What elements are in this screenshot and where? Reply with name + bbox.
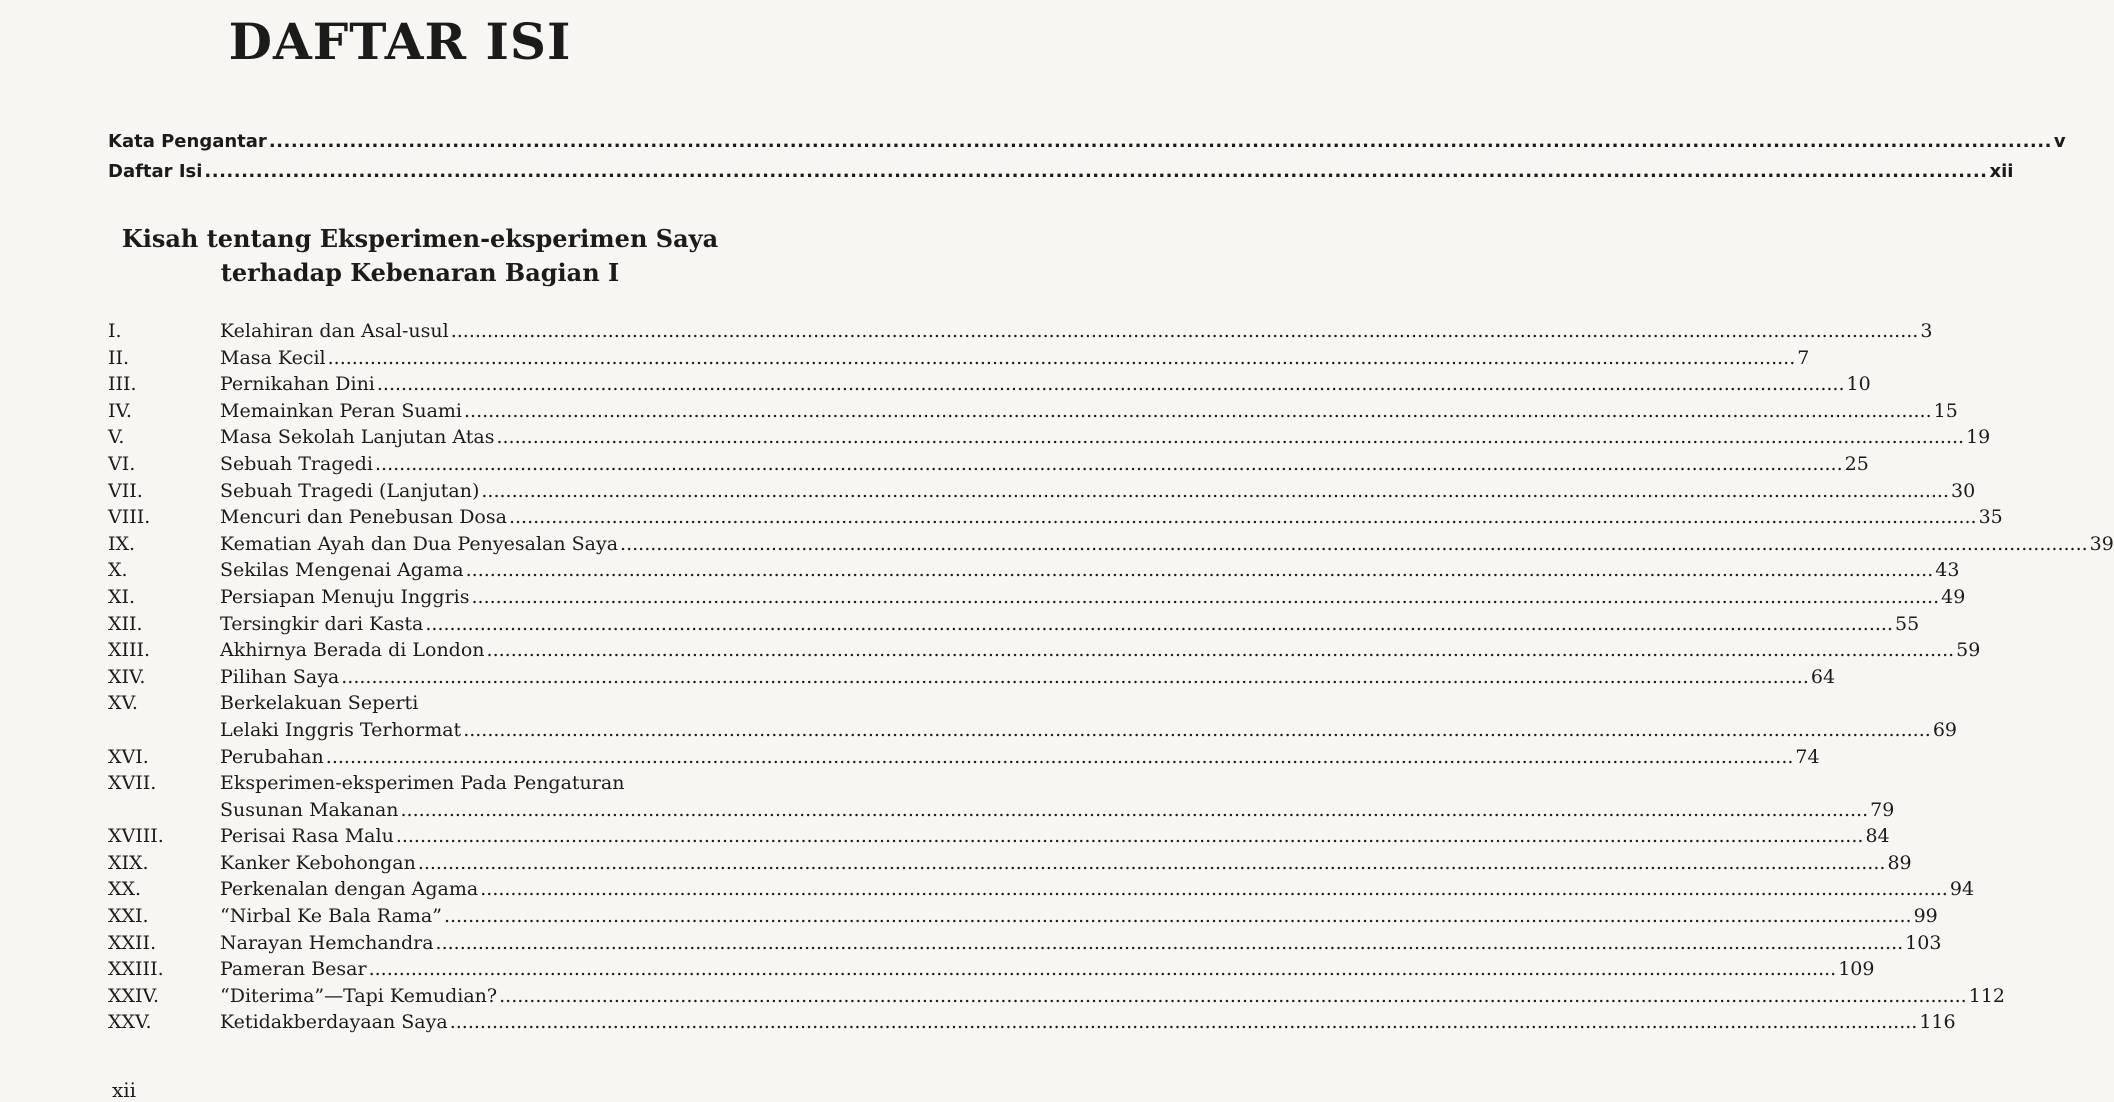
chapter-title: Perisai Rasa Malu: [220, 825, 394, 848]
dot-leader: [464, 398, 1932, 425]
chapter-number: XXIII.: [108, 958, 164, 981]
dot-leader: [481, 478, 1949, 505]
chapter-title: Perubahan: [220, 745, 324, 768]
chapter-title: “Nirbal Ke Bala Rama”: [220, 905, 442, 928]
toc-entry: [108, 1009, 1956, 1036]
chapter-title: Perkenalan dengan Agama: [220, 878, 479, 901]
chapter-page: 99: [1913, 905, 1938, 928]
chapter-title: Memainkan Peran Suami: [220, 399, 463, 422]
chapter-page: 79: [1870, 798, 1895, 821]
chapter-page: 109: [1838, 958, 1875, 981]
front-matter-row: [108, 161, 2014, 191]
dot-leader: [509, 504, 1977, 531]
chapter-page: 25: [1844, 452, 1869, 475]
front-matter-title: Daftar Isi: [108, 161, 203, 182]
dot-leader: [204, 161, 1987, 182]
chapter-title: Masa Sekolah Lanjutan Atas: [220, 426, 495, 449]
toc-entry: [108, 983, 2005, 1010]
chapter-number: XIII.: [108, 639, 151, 662]
chapter-number: XVI.: [108, 745, 149, 768]
chapter-number: X.: [108, 559, 128, 582]
dot-leader: [341, 664, 1809, 691]
toc-entry: [108, 478, 1976, 505]
page-folio: xii: [112, 1078, 137, 1102]
dot-leader: [450, 1009, 1918, 1036]
toc-entry: [108, 531, 2114, 558]
chapter-title: Susunan Makanan: [220, 798, 399, 821]
dot-leader: [487, 637, 1955, 664]
chapter-page: 10: [1846, 373, 1871, 396]
toc-entry: [108, 318, 1933, 345]
toc-entry: [108, 451, 1869, 478]
dot-leader: [401, 797, 1869, 824]
dot-leader: [466, 557, 1934, 584]
dot-leader: [326, 744, 1794, 771]
chapter-number: VIII.: [108, 506, 151, 529]
toc-entry: [108, 584, 1966, 611]
chapter-title: Akhirnya Berada di London: [220, 639, 485, 662]
part-heading: [80, 222, 760, 290]
dot-leader: [451, 318, 1919, 345]
toc-entry: [108, 690, 1957, 743]
chapter-number: XV.: [108, 692, 138, 715]
dot-leader: [377, 371, 1845, 398]
chapter-page: 116: [1919, 1011, 1956, 1034]
chapter-title: Berkelakuan Seperti: [220, 692, 419, 715]
chapter-number: XVII.: [108, 772, 157, 795]
chapter-title: “Diterima”—Tapi Kemudian?: [220, 984, 498, 1007]
dot-leader: [496, 424, 1964, 451]
dot-leader: [328, 345, 1796, 372]
chapter-list: [108, 318, 2114, 1036]
chapter-number: XXIV.: [108, 984, 159, 1007]
toc-entry: [108, 876, 1975, 903]
front-matter-list: [108, 131, 2066, 191]
dot-leader: [396, 823, 1864, 850]
chapter-page: 84: [1865, 825, 1890, 848]
chapter-number: IV.: [108, 399, 132, 422]
toc-entry: [108, 398, 1958, 425]
toc-entry: [108, 823, 1890, 850]
chapter-page: 35: [1978, 506, 2003, 529]
part-heading-line: terhadap Kebenaran Bagian I: [220, 258, 620, 287]
toc-entry: [108, 557, 1960, 584]
chapter-title: Narayan Hemchandra: [220, 931, 434, 954]
chapter-number: VI.: [108, 452, 136, 475]
toc-entry: [108, 903, 1938, 930]
chapter-page: 15: [1933, 399, 1958, 422]
dot-leader: [499, 983, 1967, 1010]
toc-entry: [108, 956, 1875, 983]
chapter-title: Kanker Kebohongan: [220, 851, 416, 874]
front-matter-page: v: [2053, 131, 2066, 152]
chapter-number: IX.: [108, 532, 136, 555]
front-matter-page: xii: [1989, 161, 2014, 182]
chapter-page: 49: [1941, 585, 1966, 608]
dot-leader: [463, 717, 1931, 744]
front-matter-title: Kata Pengantar: [108, 131, 267, 152]
chapter-number: VII.: [108, 479, 143, 502]
dot-leader: [425, 611, 1893, 638]
chapter-number: XVIII.: [108, 825, 164, 848]
dot-leader: [480, 876, 1948, 903]
chapter-page: 19: [1966, 426, 1991, 449]
chapter-number: V.: [108, 426, 125, 449]
toc-entry: [108, 424, 1991, 451]
chapter-title: Sebuah Tragedi (Lanjutan): [220, 479, 480, 502]
chapter-title: Kematian Ayah dan Dua Penyesalan Saya: [220, 532, 619, 555]
chapter-page: 3: [1920, 320, 1933, 342]
chapter-page: 39: [2089, 532, 2114, 555]
chapter-title: Pameran Besar: [220, 958, 367, 981]
chapter-title: Lelaki Inggris Terhormat: [220, 718, 462, 741]
chapter-page: 112: [1968, 984, 2005, 1007]
chapter-title: Pilihan Saya: [220, 665, 340, 688]
toc-entry: [108, 611, 1920, 638]
chapter-page: 55: [1895, 612, 1920, 635]
part-heading-line: Kisah tentang Eksperimen-eksperimen Saya: [121, 224, 719, 253]
chapter-page: 103: [1905, 931, 1942, 954]
chapter-page: 59: [1956, 639, 1981, 662]
dot-leader: [375, 451, 1843, 478]
chapter-title: Sekilas Mengenai Agama: [220, 559, 464, 582]
toc-entry: [108, 930, 1942, 957]
chapter-number: XXI.: [108, 905, 149, 928]
chapter-number: XI.: [108, 585, 136, 608]
chapter-number: XIX.: [108, 851, 149, 874]
chapter-number: XII.: [108, 612, 143, 635]
chapter-number: XX.: [108, 878, 142, 901]
chapter-title: Mencuri dan Penebusan Dosa: [220, 506, 507, 529]
chapter-number: II.: [108, 346, 130, 369]
dot-leader: [436, 930, 1904, 957]
dot-leader: [620, 531, 2088, 558]
chapter-page: 43: [1935, 559, 1960, 582]
dot-leader: [418, 850, 1886, 877]
toc-entry: [108, 850, 1912, 877]
chapter-page: 69: [1932, 718, 1957, 741]
chapter-title: Kelahiran dan Asal-usul: [220, 320, 449, 342]
toc-entry: [108, 504, 2003, 531]
chapter-number: III.: [108, 373, 137, 396]
toc-entry: [108, 744, 1820, 771]
chapter-page: 74: [1795, 745, 1820, 768]
chapter-title: Persiapan Menuju Inggris: [220, 585, 470, 608]
dot-leader: [444, 903, 1912, 930]
chapter-page: 30: [1951, 479, 1976, 502]
chapter-title: Eksperimen-eksperimen Pada Pengaturan: [220, 772, 625, 795]
chapter-number: XIV.: [108, 665, 146, 688]
dot-leader: [472, 584, 1940, 611]
chapter-title: Pernikahan Dini: [220, 373, 375, 396]
toc-entry: [108, 371, 1871, 398]
page-title: DAFTAR ISI: [228, 12, 572, 71]
chapter-number: XXV.: [108, 1011, 152, 1034]
chapter-title: Masa Kecil: [220, 346, 326, 369]
chapter-page: 7: [1797, 346, 1810, 369]
front-matter-row: [108, 131, 2066, 161]
chapter-title: Sebuah Tragedi: [220, 452, 373, 475]
toc-entry: [108, 637, 1981, 664]
chapter-number: I.: [108, 320, 122, 342]
chapter-number: XXII.: [108, 931, 157, 954]
dot-leader: [269, 131, 2052, 152]
chapter-page: 94: [1949, 878, 1975, 901]
chapter-title: Ketidakberdayaan Saya: [220, 1011, 448, 1034]
toc-entry: [108, 770, 1895, 823]
chapter-page: 89: [1887, 851, 1912, 874]
toc-entry: [108, 664, 1836, 691]
toc-entry: [108, 345, 1810, 372]
chapter-page: 64: [1810, 665, 1836, 688]
chapter-title: Tersingkir dari Kasta: [220, 612, 424, 635]
dot-leader: [369, 956, 1837, 983]
